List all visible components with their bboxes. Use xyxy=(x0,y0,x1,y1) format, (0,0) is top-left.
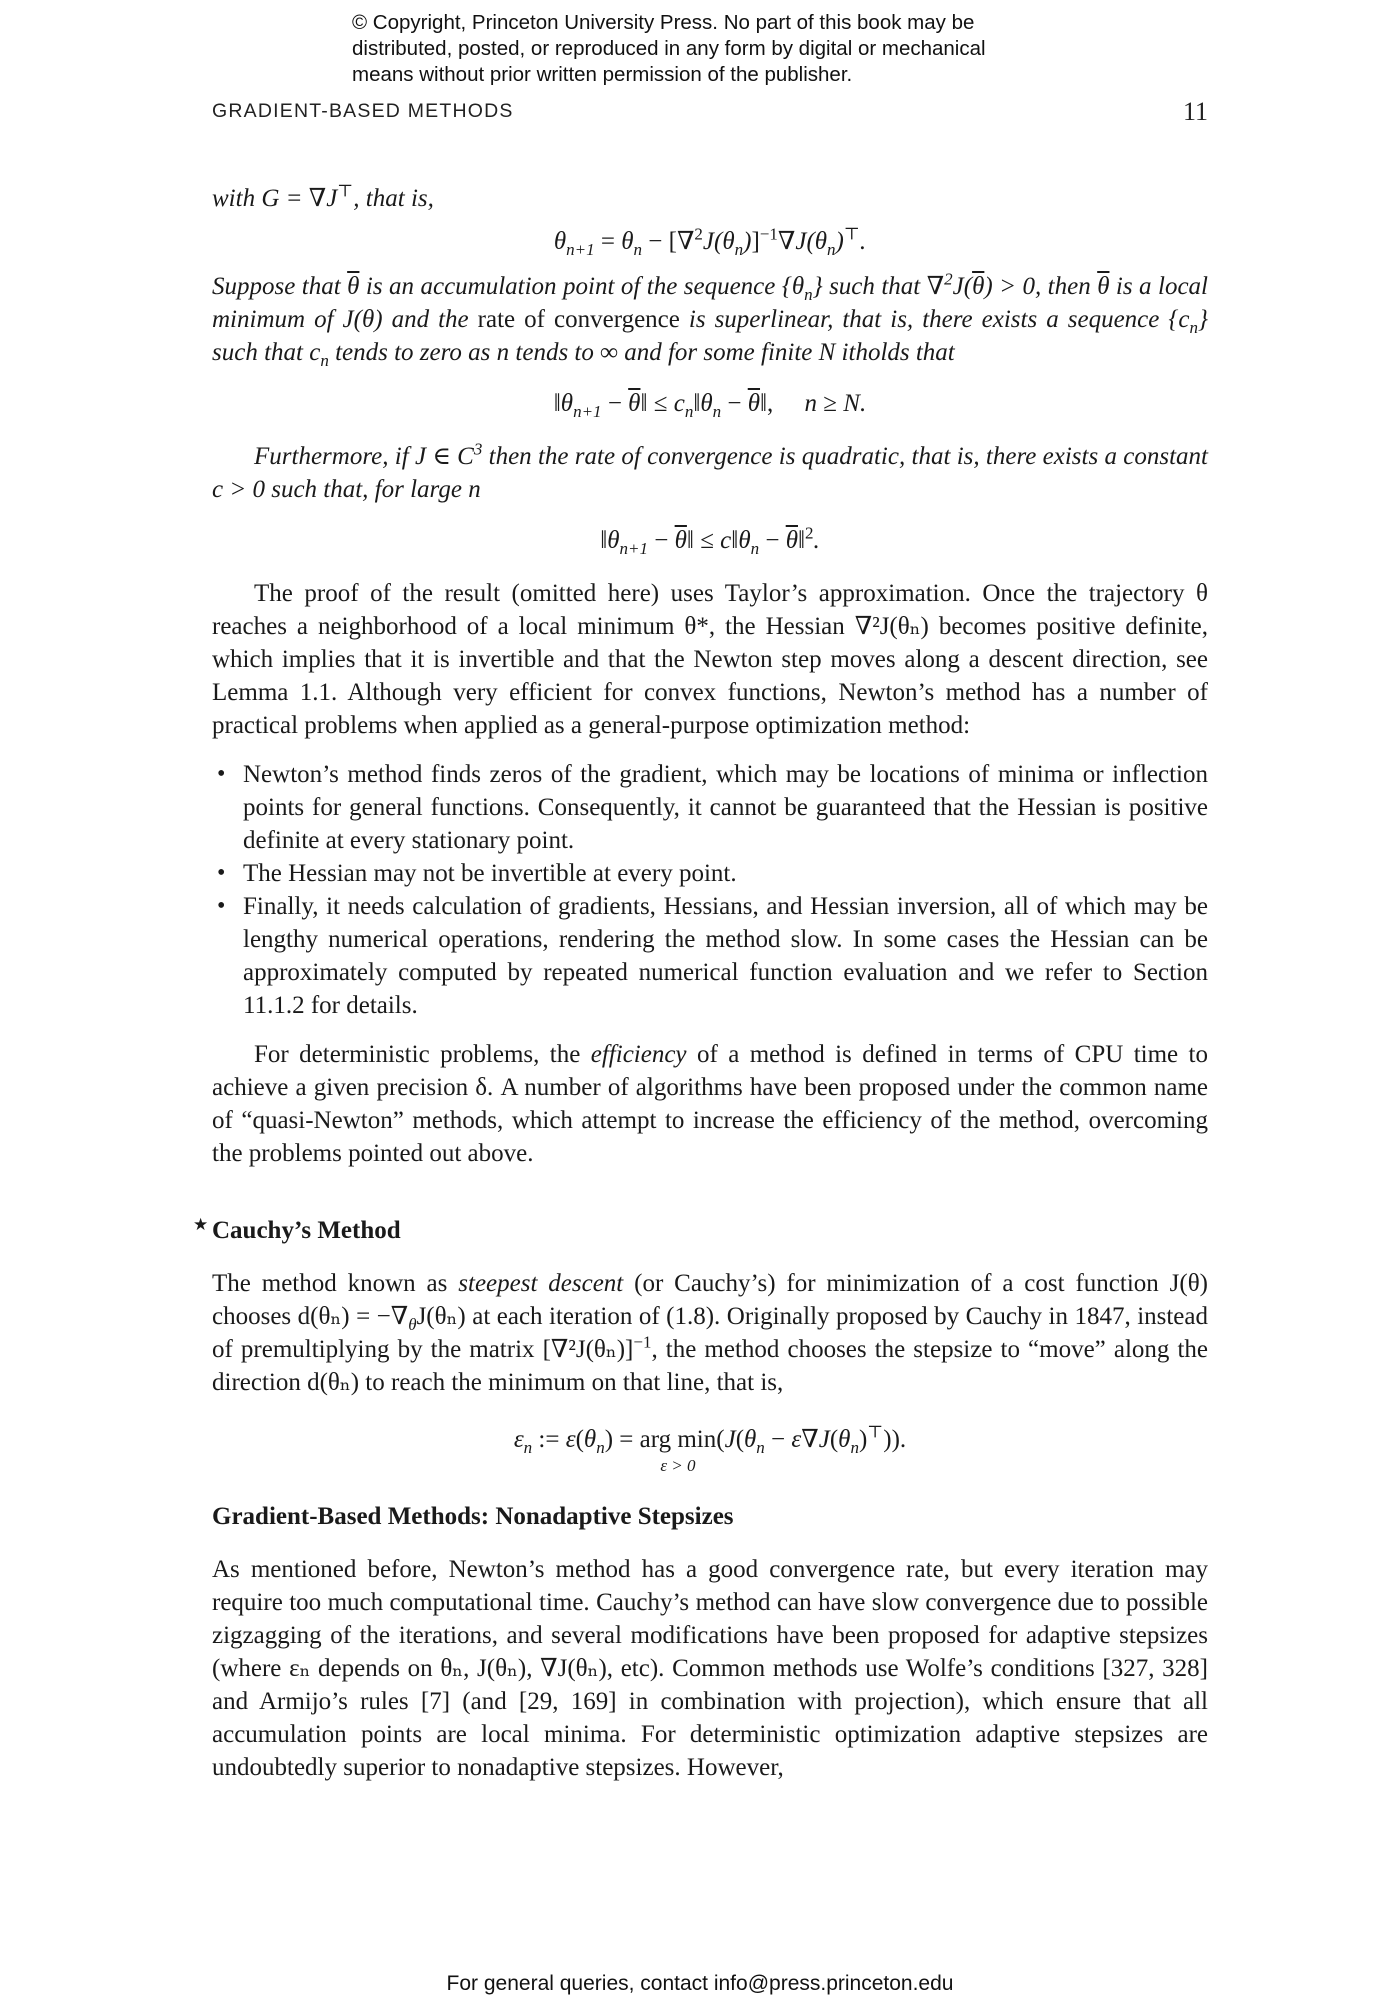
superlinear-equation: $‖\theta_{n+1}$ − $\overline{\theta}‖$ ≤ $c_n‖\theta_n$ − $\overline{\theta}‖$, n ≥ N. xyxy=(553,390,867,421)
cauchy-text: J(θₙ) at each iteration of (1.8). Originally proposed by Cauchy in 1847, instead of premultiplying by the matrix [∇²J(θₙ)] xyxy=(212,1303,1209,1363)
nonadaptive-paragraph: As mentioned before, Newton’s method has a good convergence rate, but every iteration may require too much computational time. Cauchy’s method can have slow convergence due to possible zigzagging of the iterations, and several modifications have been proposed for adaptive stepsizes (where εₙ depends on θₙ, J(θₙ), ∇J(θₙ), etc). Common methods use Wolfe’s conditions [327, 328] and Armijo’s rules [7] (and [29, 169] in combination with projection), which ensure that all accumulation points are local minima. For deterministic optimization adaptive stepsizes are undoubtedly superior to nonadaptive stepsizes. However, xyxy=(212,1556,1208,1781)
list-item: • The Hessian may not be invertible at every point. xyxy=(212,857,1208,890)
efficiency-text: For deterministic problems, the xyxy=(254,1041,591,1068)
newton-problems-list xyxy=(212,758,1208,1022)
efficiency-paragraph xyxy=(212,1038,1208,1170)
efficiency-text: of a method is defined in terms of CPU time to achieve a given precision δ. A number of algorithms have been proposed under the common name of “quasi-Newton” methods, which attempt to increase the efficiency of the method, overcoming the problems pointed out above. xyxy=(212,1041,1208,1167)
proof-text-head: The proof of the result (omitted here) uses Taylor’s approximation. Once the trajectory θ xyxy=(254,580,1208,607)
copyright-line: © Copyright, Princeton University Press. No part of this book may be xyxy=(352,11,975,34)
quadratic-statement: Furthermore, if J ∈ $C^3$ then the rate of convergence is quadratic, that is, there exists a constant c > 0 such that, for large n xyxy=(212,439,1208,503)
cauchy-text: The method known as xyxy=(212,1270,459,1297)
rate-of-convergence-term: rate of convergence xyxy=(477,306,680,333)
proof-paragraph xyxy=(212,577,1208,742)
with-g-text: with G = ∇J xyxy=(212,185,338,212)
list-item: • Finally, it needs calculation of gradients, Hessians, and Hessian inversion, all of which may be lengthy numerical operations, rendering the method slow. In some cases the Hessian can be approximately computed by repeated numerical function evaluation and we refer to Section 11.1.2 for details. xyxy=(212,890,1208,1022)
heading-text: Cauchy’s Method xyxy=(212,1217,401,1244)
section-heading-nonadaptive: Gradient-Based Methods: Nonadaptive Stepsizes xyxy=(212,1503,734,1530)
cauchy-stepsize-equation: $\varepsilon_n$ := $\varepsilon(\theta_n)$ = arg min ε > 0 $(J(\theta_n - \varepsilon\nabla J(\theta_n)^⊤))$. xyxy=(513,1422,907,1475)
page-body xyxy=(193,180,1209,1784)
running-head: GRADIENT-BASED METHODS xyxy=(212,100,514,122)
theorem-continuation: with G = ∇J⊤, that is, xyxy=(212,181,434,212)
copyright-line: distributed, posted, or reproduced in any form by digital or mechanical xyxy=(352,37,986,60)
list-item: • Newton’s method finds zeros of the gradient, which may be locations of minima or inflection points for general functions. Consequently, it cannot be guaranteed that the Hessian is positive definite at every stationary point. xyxy=(212,758,1208,857)
cauchy-paragraph: The method known as steepest descent (or Cauchy’s) for minimization of a cost function J(θ) chooses $d(\theta_n) = -\nabla_\theta J(\theta_n)$ at each iteration of (1.8). Originally proposed by Cauchy in 1847, instead of premultiplying by the matrix $[\nabla^2J(\theta_n)]^{-1}$, the method chooses the stepsize to “move” along the direction d(θₙ) to reach the minimum on that line, that is, xyxy=(212,1270,1209,1396)
that-is-text: , that is, xyxy=(353,185,434,212)
footer-contact: For general queries, contact info@press.princeton.edu xyxy=(446,1972,954,1995)
page-number: 11 xyxy=(1182,97,1208,126)
cauchy-text: , the method chooses the stepsize to “move” along the direction d(θₙ) to reach the minimum on that line, that is, xyxy=(212,1336,1209,1396)
quadratic-equation: $‖\theta_{n+1}$ − $\overline{\theta}‖$ ≤ $c‖\theta_n$ − $\overline{\theta}‖^2$. xyxy=(600,523,820,558)
theorem-statement: Suppose that $\overline{\theta}$ is an accumulation point of the sequence $\{\theta_n\}$ such that $\nabla^2J(\overline{\theta}) > 0$, then $\overline{\theta}$ is a local minimum of J(θ) and the rate of convergence is superlinear, that is, there exists a sequence $\{c_n\}$ such that $c_n$ tends to zero as n tends to ∞ and for some finite N itholds that xyxy=(212,269,1209,370)
efficiency-term: efficiency xyxy=(590,1041,687,1068)
star-marker: ★ xyxy=(193,1215,209,1234)
cauchy-text: (or Cauchy’s) for minimization of a cost function J(θ) chooses d(θₙ) = −∇ xyxy=(212,1270,1209,1330)
steepest-descent-term: steepest descent xyxy=(458,1270,624,1297)
copyright-line: means without prior written permission of the publisher. xyxy=(352,63,853,86)
newton-update-equation: $\theta_{n+1} = \theta_n - [\nabla^2J(\theta_n)]^{-1}\nabla J(\theta_n)^⊤$. xyxy=(553,224,867,259)
proof-text-tail: reaches a neighborhood of a local minimum θ*, the Hessian ∇²J(θₙ) becomes positive definite, which implies that it is invertible and that the Newton step moves along a descent direction, see Lemma 1.1. Although very efficient for convex functions, Newton’s method has a number of practical problems when applied as a general-purpose optimization method: xyxy=(212,613,1208,739)
copyright-notice xyxy=(352,10,1112,88)
section-heading-cauchy xyxy=(193,1214,1208,1247)
